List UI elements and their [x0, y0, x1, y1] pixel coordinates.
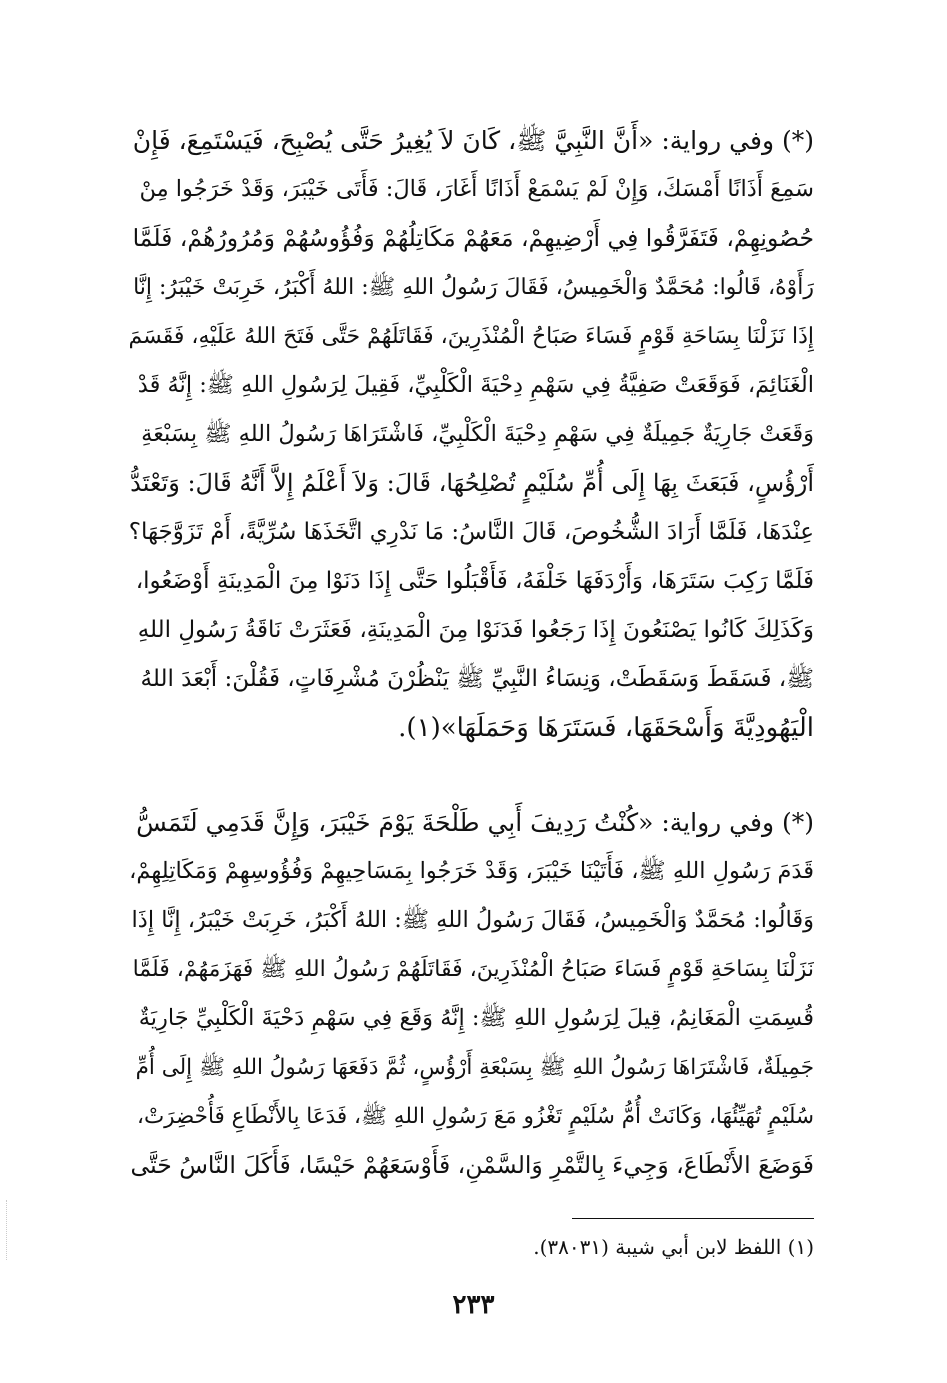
text-line: وَقَعَتْ جَارِيَةٌ جَمِيلَةٌ فِي سَهْمِ دِحْيَةَ الْكَلْبِيِّ، فَاشْتَرَاهَا رَسُولُ اللهِ ﷺ بِسَبْعَةِ: [141, 421, 814, 447]
text-line: أَرْؤُسٍ، فَبَعَثَ بِهَا إِلَى أُمِّ سُلَيْمٍ تُصْلِحُهَا، قَالَ: وَلاَ أَعْلَمُ إِلاَّ أَنَّهُ قَالَ: وَتَعْتَدُّ: [130, 469, 814, 497]
scan-edge-mark: [6, 1200, 21, 1260]
text-line: سُلَيْمٍ تُهَيِّئُهَا، وَكَانَتْ أُمُّ سُلَيْمٍ تَغْزُو مَعَ رَسُولِ اللهِ ﷺ، فَدَعَا بِالأَنْطَاعِ فَأُحْضِرَتْ،: [137, 1104, 814, 1129]
text-line: الْغَنَائِمَ، فَوَقَعَتْ صَفِيَّةُ فِي سَهْمِ دِحْيَةَ الْكَلْبِيِّ، فَقِيلَ لِرَسُولِ اللهِ ﷺ: إِنَّهُ قَدْ: [137, 372, 814, 398]
text-line: قُسِمَتِ الْمَغَانِمُ، قِيلَ لِرَسُولِ اللهِ ﷺ: إِنَّهُ وَقَعَ فِي سَهْمِ دَحْيَةَ الْكَلْبِيِّ جَارِيَةٌ: [138, 1005, 814, 1031]
paragraph-2: [128, 798, 814, 1190]
text-line: فَلَمَّا رَكِبَ سَتَرَهَا، وَأَرْدَفَهَا خَلْفَهُ، فَأَقْبَلُوا حَتَّى إِذَا دَنَوْا مِنَ الْمَدِينَةِ أَوْضَعُوا،: [135, 568, 814, 594]
text-line: نَزَلْنَا بِسَاحَةِ قَوْمٍ فَسَاءَ صَبَاحُ الْمُنْذَرِينَ، فَقَاتَلَهُمْ رَسُولُ اللهِ ﷺ فَهَزَمَهُمْ، فَلَمَّا: [132, 957, 814, 982]
text-line: رَأَوْهُ، قَالُوا: مُحَمَّدٌ وَالْخَمِيسُ، فَقَالَ رَسُولُ اللهِ ﷺ: اللهُ أَكْبَرُ، خَرِبَتْ خَيْبَرُ: إِنَّا: [133, 275, 814, 300]
text-line: عِنْدَهَا، فَلَمَّا أَرَادَ الشُّخُوصَ، قَالَ النَّاسُ: مَا نَدْرِي اتَّخَذَهَا سُرِّيَّةً، أَمْ تَزَوَّجَهَا؟: [128, 519, 814, 545]
text-line: وَكَذَلِكَ كَانُوا يَصْنَعُونَ إِذَا رَجَعُوا فَدَنَوْا مِنَ الْمَدِينَةِ، فَعَثَرَتْ نَاقَةُ رَسُولِ اللهِ: [137, 617, 814, 643]
text-line: قَدَمَ رَسُولِ اللهِ ﷺ، فَأَتَيْنَا خَيْبَرَ، وَقَدْ خَرَجُوا بِمَسَاحِيهِمْ وَفُؤُوسِهِمْ وَمَكَاتِلِهِمْ،: [129, 858, 814, 884]
text-line: إِذَا نَزَلْنَا بِسَاحَةِ قَوْمٍ فَسَاءَ صَبَاحُ الْمُنْذَرِينَ، فَقَاتَلَهُمْ حَتَّى فَتَحَ اللهُ عَلَيْهِ، فَقَسَمَ: [128, 324, 814, 349]
text-line: سَمِعَ أَذَانًا أَمْسَكَ، وَإِنْ لَمْ يَسْمَعْ أَذَانًا أَغَارَ، قَالَ: فَأَتَى خَيْبَرَ، وَقَدْ خَرَجُوا مِنْ: [139, 176, 814, 202]
text-line: وَقَالُوا: مُحَمَّدٌ وَالْخَمِيسُ، فَقَالَ رَسُولُ اللهِ ﷺ: اللهُ أَكْبَرُ، خَرِبَتْ خَيْبَرُ، إِنَّا إِذَا: [131, 907, 814, 933]
text-line: ﷺ، فَسَقَطَ وَسَقَطَتْ، وَنِسَاءُ النَّبِيِّ ﷺ يَنْظُرْنَ مُشْرِفَاتٍ، فَقُلْنَ: أَبْعَدَ اللهُ: [140, 666, 814, 692]
paragraph-1: [128, 116, 814, 753]
text-line: جَمِيلَةٌ، فَاشْتَرَاهَا رَسُولُ اللهِ ﷺ بِسَبْعَةِ أَرْؤُسٍ، ثُمَّ دَفَعَهَا رَسُولُ اللهِ ﷺ إِلَى أُمِّ: [135, 1055, 814, 1080]
page-number: ٢٣٣: [452, 1290, 495, 1320]
text-line: الْيَهُودِيَّةَ وَأَسْحَقَهَا، فَسَتَرَهَا وَحَمَلَهَا»(١).: [398, 713, 814, 743]
footnote: (١) اللفظ لابن أبي شيبة (٣٨٠٣١).: [533, 1235, 814, 1259]
text-line: (*) وفي رواية: «كُنْتُ رَدِيفَ أَبِي طَلْحَةَ يَوْمَ خَيْبَرَ، وَإِنَّ قَدَمِي لَتَمَسُّ: [136, 808, 814, 837]
footnote-separator: [572, 1218, 814, 1219]
text-line: حُصُونِهِمْ، فَتَفَرَّقُوا فِي أَرْضِيهِمْ، مَعَهُمْ مَكَاتِلُهُمْ وَفُؤُوسُهُمْ وَمُرُورُهُمْ، فَلَمَّا: [132, 224, 814, 252]
text-line: (*) وفي رواية: «أَنَّ النَّبِيَّ ﷺ، كَانَ لاَ يُغِيرُ حَتَّى يُصْبِحَ، فَيَسْتَمِعَ، فَإِنْ: [132, 126, 814, 155]
text-line: فَوَضَعَ الأَنْطَاعَ، وَجِيءَ بِالتَّمْرِ وَالسَّمْنِ، فَأَوْسَعَهُمْ حَيْسًا، فَأَكَلَ النَّاسُ حَتَّى: [130, 1151, 814, 1179]
